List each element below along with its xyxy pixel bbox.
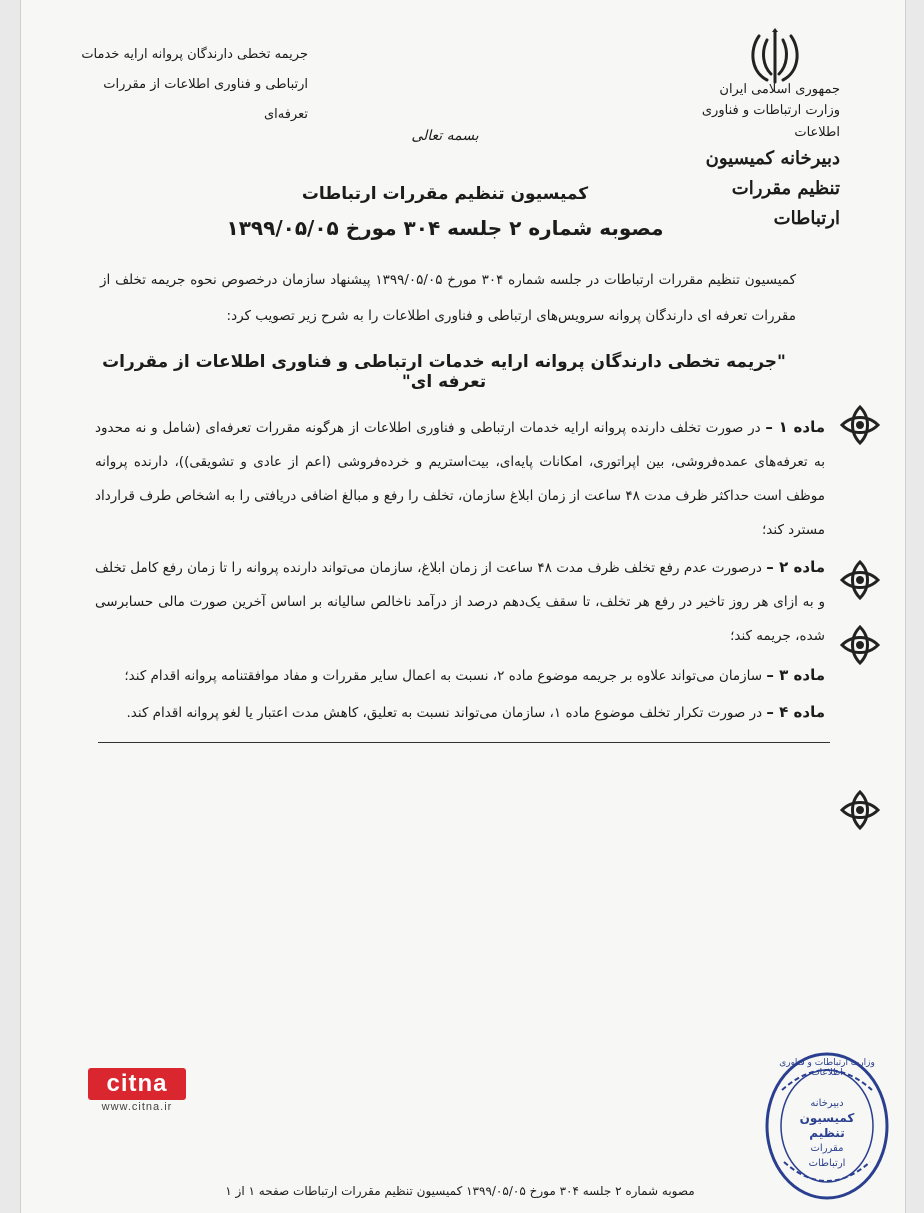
citna-logo-url: www.citna.ir	[101, 1101, 173, 1113]
article-1	[95, 410, 825, 547]
page-footer: مصوبه شماره ۲ جلسه ۳۰۴ مورخ ۱۳۹۹/۰۵/۰۵ کمیسیون تنظیم مقررات ارتباطات صفحه ۱ از ۱	[225, 1184, 695, 1198]
citna-logo-mark: citna	[88, 1068, 186, 1100]
basmala: بسمه تعالی	[411, 128, 479, 144]
article-label: ماده ۴ –	[766, 703, 825, 721]
article-text: درصورت عدم رفع تخلف ظرف مدت ۴۸ ساعت از زمان ابلاغ، سازمان می‌تواند دارنده پروانه را تا زمان رفع کامل تخلف و به ازای هر روز تاخیر در رفع هر تخلف، تا سقف یک‌دهم درصد از درآمد ناخالص سالیانه بر اساس آخرین صورت مالی حسابرسی شده، جریمه کند؛	[95, 560, 825, 644]
secretariat-name: دبیرخانه کمیسیون تنظیم مقررات ارتباطات	[705, 148, 840, 229]
ministry-heading	[670, 80, 840, 234]
article-3	[95, 658, 825, 693]
ministry-name: وزارت ارتباطات و فناوری اطلاعات	[701, 103, 840, 140]
article-4	[95, 695, 825, 730]
stamp-line: کمیسیون تنظیم	[799, 1111, 855, 1140]
article-label: ماده ۱ –	[765, 418, 825, 436]
article-label: ماده ۳ –	[766, 666, 825, 684]
commission-title: کمیسیون تنظیم مقررات ارتباطات	[301, 184, 589, 204]
subject-note	[78, 40, 308, 130]
closing-rule	[98, 742, 830, 743]
intro-paragraph: کمیسیون تنظیم مقررات ارتباطات در جلسه شماره ۳۰۴ مورخ ۱۳۹۹/۰۵/۰۵ پیشنهاد سازمان درخصوص نحوه جریمه تخلف از مقررات تعرفه ای دارندگان پروانه سرویس‌های ارتباطی و فناوری اطلاعات را به شرح زیر تصویب کرد:	[100, 272, 797, 324]
ornament-icon	[840, 790, 880, 830]
ornament-icon	[840, 625, 880, 665]
article-label: ماده ۲ –	[766, 558, 825, 576]
ornament-icon	[840, 560, 880, 600]
subject-note-line-2: ارتباطی و فناوری اطلاعات از مقررات تعرفه‌ای	[103, 77, 308, 122]
republic-name: جمهوری اسلامی ایران	[719, 82, 840, 97]
subject-note-line-1: جریمه تخطی دارندگان پروانه ارایه خدمات	[81, 47, 308, 62]
stamp-line: مقررات ارتباطات	[808, 1143, 846, 1169]
citna-logo	[88, 1068, 186, 1114]
article-text: در صورت تکرار تخلف موضوع ماده ۱، سازمان می‌تواند نسبت به تعلیق، کاهش مدت اعتبار یا لغو پروانه اقدام کند.	[126, 705, 763, 721]
iran-emblem-icon	[745, 28, 805, 88]
stamp-line: دبیرخانه	[810, 1098, 844, 1109]
article-text: سازمان می‌تواند علاوه بر جریمه موضوع ماده ۲، نسبت به اعمال سایر مقررات و مفاد موافقتنامه پروانه اقدام کند؛	[124, 668, 763, 684]
article-2	[95, 550, 825, 653]
resolution-subtitle: "جریمه تخطی دارندگان پروانه ارایه خدمات ارتباطی و فناوری اطلاعات از مقررات تعرفه ای"	[102, 352, 786, 392]
ornament-icon	[840, 405, 880, 445]
article-text: در صورت تخلف دارنده پروانه ارایه خدمات ارتباطی و فناوری اطلاعات از هرگونه مقررات تعرفه‌ای (شامل و نه محدود به تعرفه‌های عمده‌فروشی، بین اپراتوری، امکانات پایه‌ای، بیت‌استریم و خرده‌فروشی (اعم از عادی و تشویقی))، دارنده پروانه موظف است حداکثر ظرف مدت ۴۸ ساعت از زمان ابلاغ سازمان، تخلف را رفع و مبالغ اضافی دریافتی را به اشخاص طرف قرارداد مسترد کند؛	[95, 420, 825, 538]
stamp-ring-text: وزارت ارتباطات و فناوری اطلاعات	[779, 1058, 875, 1078]
stamp-text	[792, 1096, 862, 1171]
resolution-title: مصوبه شماره ۲ جلسه ۳۰۴ مورخ ۱۳۹۹/۰۵/۰۵	[226, 216, 664, 240]
